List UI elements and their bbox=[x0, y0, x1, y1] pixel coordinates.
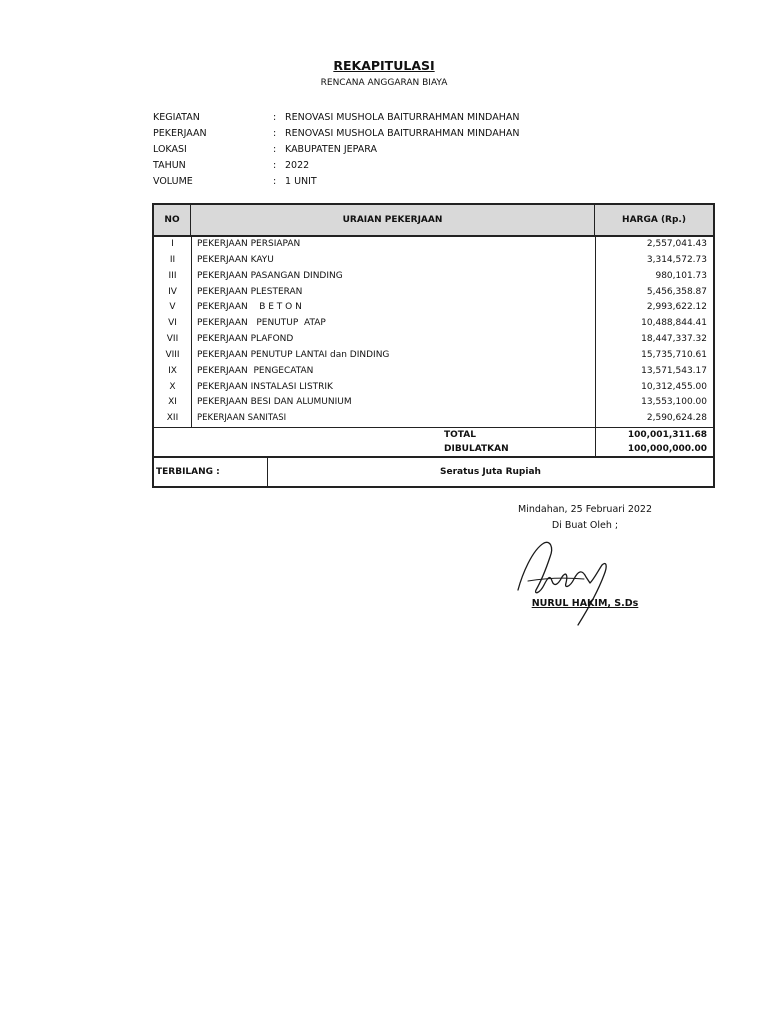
row-no: I bbox=[171, 239, 174, 249]
row-uraian: PEKERJAAN SANITASI bbox=[197, 413, 287, 424]
row-uraian: PEKERJAAN PENGECATAN bbox=[197, 365, 314, 376]
signer-name-wrap bbox=[500, 598, 670, 609]
info-key: KEGIATAN bbox=[153, 112, 200, 123]
table-row bbox=[154, 332, 713, 348]
table-row bbox=[154, 285, 713, 301]
total-label: TOTAL bbox=[444, 430, 476, 440]
info-colon: : bbox=[273, 112, 277, 123]
row-uraian: PEKERJAAN B E T O N bbox=[197, 302, 302, 313]
info-colon: : bbox=[273, 128, 277, 139]
row-harga: 18,447,337.32 bbox=[641, 334, 707, 345]
table-row bbox=[154, 237, 713, 253]
row-no: V bbox=[169, 302, 176, 313]
header-no: NO bbox=[154, 205, 191, 235]
info-colon: : bbox=[273, 144, 277, 155]
info-row-volume bbox=[153, 174, 519, 190]
info-value: 1 UNIT bbox=[285, 176, 317, 187]
row-no: VII bbox=[166, 334, 179, 345]
row-harga: 2,993,622.12 bbox=[646, 302, 707, 313]
row-harga: 980,101.73 bbox=[655, 270, 707, 281]
table-row bbox=[154, 364, 713, 380]
total-row bbox=[154, 428, 713, 443]
row-harga: 15,735,710.61 bbox=[641, 349, 707, 360]
document-subtitle: RENCANA ANGGARAN BIAYA bbox=[320, 78, 448, 88]
info-row-tahun bbox=[153, 158, 519, 174]
signature-made-by: Di Buat Oleh ; bbox=[551, 520, 619, 531]
row-harga: 3,314,572.73 bbox=[646, 254, 707, 265]
table-row bbox=[154, 269, 713, 285]
rounded-row bbox=[154, 442, 713, 457]
row-no: IV bbox=[168, 286, 177, 297]
info-value: RENOVASI MUSHOLA BAITURRAHMAN MINDAHAN bbox=[285, 112, 520, 123]
info-colon: : bbox=[273, 160, 277, 171]
table-row bbox=[154, 395, 713, 411]
row-harga: 13,571,543.17 bbox=[641, 365, 707, 376]
terbilang-label: TERBILANG : bbox=[156, 458, 268, 486]
header-harga: HARGA (Rp.) bbox=[622, 215, 686, 225]
row-harga: 2,557,041.43 bbox=[646, 239, 707, 249]
info-value: KABUPATEN JEPARA bbox=[285, 144, 377, 155]
info-key: PEKERJAAN bbox=[153, 128, 207, 139]
table-row bbox=[154, 316, 713, 332]
row-uraian: PEKERJAAN PENUTUP ATAP bbox=[197, 318, 326, 329]
row-no: VI bbox=[168, 318, 177, 329]
row-no: XII bbox=[166, 413, 179, 424]
handwritten-signature bbox=[510, 535, 620, 630]
project-info bbox=[153, 110, 519, 190]
row-no: X bbox=[169, 381, 176, 392]
info-colon: : bbox=[273, 176, 277, 187]
row-no: IX bbox=[168, 365, 177, 376]
row-harga: 10,312,455.00 bbox=[641, 381, 707, 392]
row-harga: 10,488,844.41 bbox=[641, 318, 707, 329]
row-no: XI bbox=[168, 397, 177, 408]
row-uraian: PEKERJAAN PASANGAN DINDING bbox=[197, 270, 343, 281]
row-harga: 2,590,624.28 bbox=[646, 413, 707, 424]
terbilang-value: Seratus Juta Rupiah bbox=[440, 467, 541, 477]
terbilang-row bbox=[154, 458, 713, 486]
rounded-value: 100,000,000.00 bbox=[627, 444, 707, 454]
info-row-kegiatan bbox=[153, 110, 519, 126]
row-no: III bbox=[168, 270, 177, 281]
row-no: II bbox=[169, 254, 176, 265]
total-value: 100,001,311.68 bbox=[627, 430, 707, 440]
row-no: VIII bbox=[165, 349, 180, 360]
row-uraian: PEKERJAAN INSTALASI LISTRIK bbox=[197, 381, 333, 392]
info-value: RENOVASI MUSHOLA BAITURRAHMAN MINDAHAN bbox=[285, 128, 520, 139]
row-uraian: PEKERJAAN KAYU bbox=[197, 254, 274, 265]
info-row-pekerjaan bbox=[153, 126, 519, 142]
row-uraian: PEKERJAAN BESI DAN ALUMUNIUM bbox=[197, 397, 352, 408]
info-key: TAHUN bbox=[153, 160, 186, 171]
info-value: 2022 bbox=[285, 160, 310, 171]
table-row bbox=[154, 300, 713, 316]
table-row bbox=[154, 411, 713, 427]
signature-place-date: Mindahan, 25 Februari 2022 bbox=[517, 504, 653, 515]
row-uraian: PEKERJAAN PLESTERAN bbox=[197, 286, 303, 297]
table-header bbox=[154, 205, 713, 237]
info-row-lokasi bbox=[153, 142, 519, 158]
table-row bbox=[154, 253, 713, 269]
rounded-label: DIBULATKAN bbox=[444, 444, 509, 454]
table-row bbox=[154, 348, 713, 364]
budget-table bbox=[152, 203, 715, 488]
info-key: VOLUME bbox=[153, 176, 193, 187]
row-harga: 13,553,100.00 bbox=[641, 397, 707, 408]
row-uraian: PEKERJAAN PLAFOND bbox=[197, 334, 294, 345]
row-uraian: PEKERJAAN PERSIAPAN bbox=[197, 239, 301, 249]
row-uraian: PEKERJAAN PENUTUP LANTAI dan DINDING bbox=[197, 349, 390, 360]
header-uraian: URAIAN PEKERJAAN bbox=[191, 205, 595, 235]
table-body bbox=[154, 237, 713, 427]
totals-section bbox=[154, 427, 713, 458]
row-harga: 5,456,358.87 bbox=[646, 286, 707, 297]
signer-name: NURUL HAKIM, S.Ds bbox=[531, 598, 639, 609]
document-title: REKAPITULASI bbox=[333, 58, 435, 73]
table-row bbox=[154, 380, 713, 396]
info-key: LOKASI bbox=[153, 144, 187, 155]
